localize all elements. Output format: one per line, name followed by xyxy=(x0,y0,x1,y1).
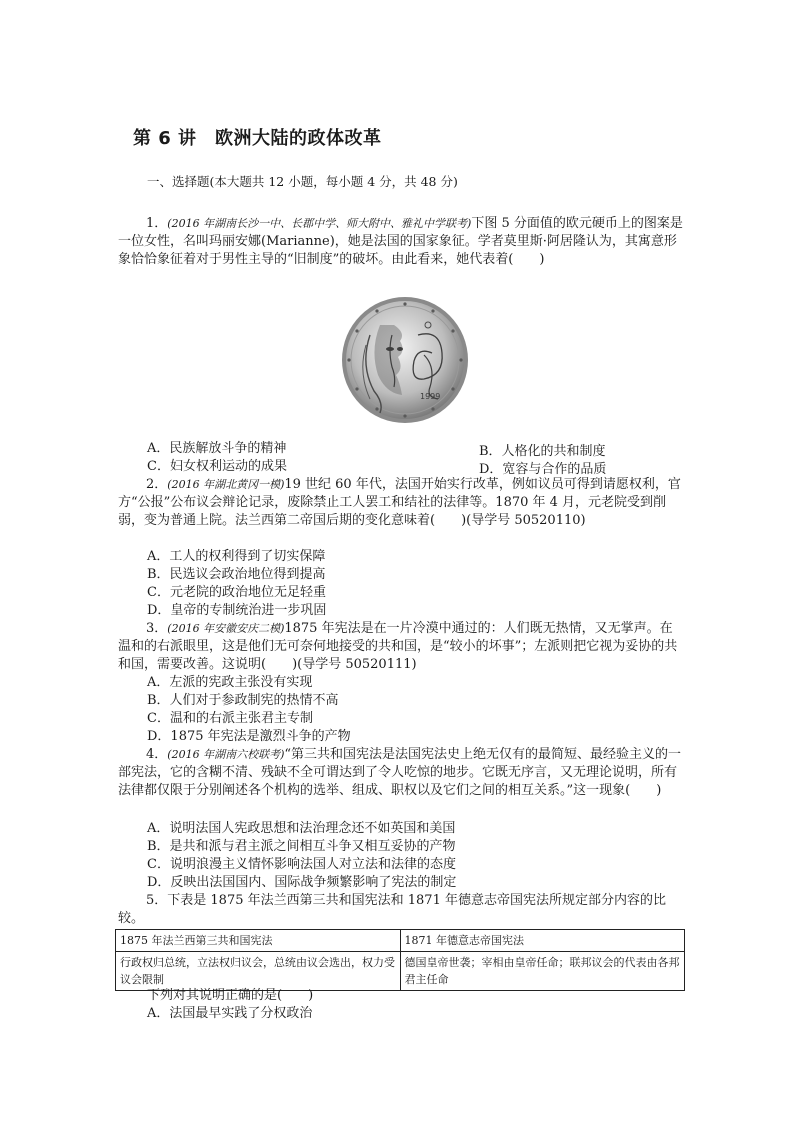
q1-option-d: D．宽容与合作的品质 xyxy=(479,462,607,477)
q3-option-b: B．人们对于参政制宪的热情不高 xyxy=(147,693,339,708)
question-5 xyxy=(118,892,685,928)
q1-option-b: B．人格化的共和制度 xyxy=(479,444,606,459)
question-number: 3． xyxy=(146,621,168,636)
q5-option-a: A．法国最早实践了分权政治 xyxy=(147,1006,313,1021)
section-heading: 一、选择题(本大题共 12 小题，每小题 4 分，共 48 分) xyxy=(147,174,458,189)
q4-option-c: C．说明浪漫主义情怀影响法国人对立法和法律的态度 xyxy=(147,857,456,872)
comparison-table xyxy=(115,929,685,991)
euro-coin-image xyxy=(340,295,470,425)
q3-option-a: A．左派的宪政主张没有实现 xyxy=(147,675,313,690)
question-source: (2016 年安徽安庆二模) xyxy=(167,622,285,635)
q3-option-d: D．1875 年宪法是激烈斗争的产物 xyxy=(147,729,351,744)
question-number: 4． xyxy=(146,747,168,762)
table-row xyxy=(116,952,685,991)
q4-option-a: A．说明法国人宪政思想和法治理念还不如英国和美国 xyxy=(147,821,456,836)
question-1 xyxy=(118,215,685,269)
q3-option-c: C．温和的右派主张君主专制 xyxy=(147,711,313,726)
table-header-cell: 1871 年德意志帝国宪法 xyxy=(400,930,685,952)
question-text: 下表是 1875 年法兰西第三共和国宪法和 1871 年德意志帝国宪法所规定部分内容的比较。 xyxy=(118,893,666,926)
question-source: (2016 年湖南六校联考) xyxy=(167,748,285,761)
q2-option-c: C．元老院的政治地位无足轻重 xyxy=(147,585,326,600)
question-source: (2016 年湖北黄冈一模) xyxy=(167,478,285,491)
coin-icon xyxy=(340,295,470,425)
q2-option-d: D．皇帝的专制统治进一步巩固 xyxy=(147,603,327,618)
table-header-cell: 1875 年法兰西第三共和国宪法 xyxy=(116,930,401,952)
q2-option-a: A．工人的权利得到了切实保障 xyxy=(147,549,326,564)
question-number: 5． xyxy=(146,893,168,908)
q2-option-b: B．民选议会政治地位得到提高 xyxy=(147,567,326,582)
question-3 xyxy=(118,620,685,674)
coin-year: 1999 xyxy=(420,392,441,401)
question-text: “第三共和国宪法是法国宪法史上绝无仅有的最简短、最经验主义的一部宪法，它的含糊不清、残缺不全可谓达到了令人吃惊的地步。它既无序言，又无理论说明，所有法律都仅限于分别阐述各个机构的选举、组成、职权以及它们之间的相互关系。”这一现象( ) xyxy=(118,747,682,798)
table-header-row xyxy=(116,930,685,952)
question-text: 下图 5 分面值的欧元硬币上的图案是一位女性，名叫玛丽安娜(Marianne)，她是法国的国家象征。学者莫里斯·阿居隆认为，其寓意形象恰恰象征着对于男性主导的“旧制度”的破坏。由此看来，她代表着( ) xyxy=(118,216,683,267)
question-number: 1． xyxy=(146,216,168,231)
q5-prompt: 下列对其说明正确的是( ) xyxy=(147,988,314,1003)
page-title: 第 6 讲 欧洲大陆的政体改革 xyxy=(133,128,382,149)
q1-option-a: A．民族解放斗争的精神 xyxy=(147,441,287,456)
q4-option-d: D．反映出法国国内、国际战争频繁影响了宪法的制定 xyxy=(147,875,457,890)
question-source: (2016 年湖南长沙一中、长郡中学、师大附中、雅礼中学联考) xyxy=(167,217,472,230)
table-cell: 德国皇帝世袭；宰相由皇帝任命；联邦议会的代表由各邦君主任命 xyxy=(400,952,685,991)
q4-option-b: B．是共和派与君主派之间相互斗争又相互妥协的产物 xyxy=(147,839,456,854)
question-text: 1875 年宪法是在一片冷漠中通过的：人们既无热情，又无掌声。在温和的右派眼里，这是他们无可奈何地接受的共和国，是“较小的坏事”；左派则把它视为妥协的共和国，需要改善。这说明( )(导学号 50520111) xyxy=(118,621,678,672)
question-4 xyxy=(118,746,685,800)
table-cell: 行政权归总统，立法权归议会，总统由议会选出，权力受议会限制 xyxy=(116,952,401,991)
question-2 xyxy=(118,476,685,530)
q1-option-c: C．妇女权利运动的成果 xyxy=(147,459,287,474)
question-text: 19 世纪 60 年代，法国开始实行改革，例如议员可得到请愿权利，官方“公报”公布议会辩论记录，废除禁止工人罢工和结社的法律等。1870 年 4 月，元老院受到削弱，变为普通上院。法兰西第二帝国后期的变化意味着( )(导学号 50520110) xyxy=(118,477,681,528)
question-number: 2． xyxy=(146,477,168,492)
